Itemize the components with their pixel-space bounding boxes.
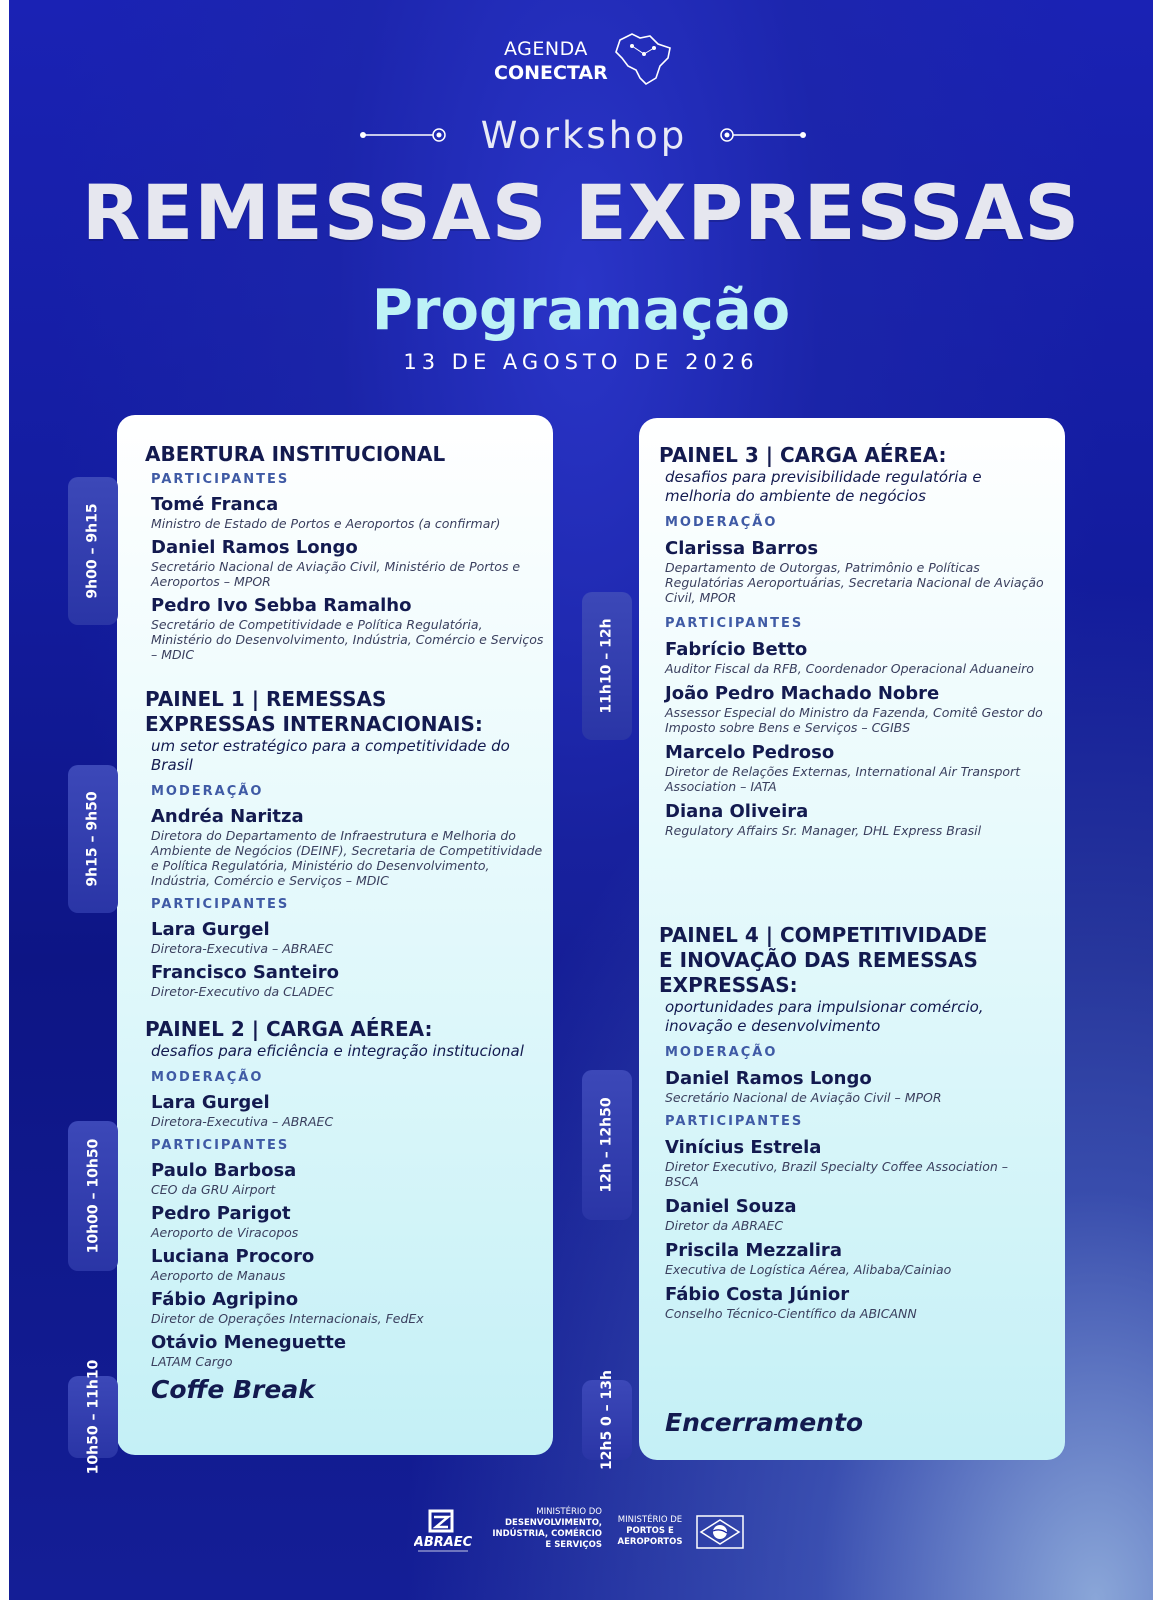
time-slot: [68, 765, 118, 913]
painel4-section: [659, 923, 1059, 1321]
time-label: 12h – 12h50: [599, 1097, 616, 1193]
speaker-role: Diretor-Executivo da CLADEC: [151, 984, 334, 999]
mdic-logo: [482, 1507, 602, 1551]
section-title: PAINEL 2 | CARGA AÉREA:: [145, 1017, 433, 1041]
speaker: [145, 1246, 545, 1283]
speaker: [659, 683, 1059, 735]
abraec-text: ABRAEC: [414, 1535, 472, 1550]
speaker-role: Diretor de Operações Internacionais, FedEx: [151, 1311, 424, 1326]
speaker-role: Diretor Executivo, Brazil Specialty Coffee Association – BSCA: [665, 1159, 1009, 1189]
speaker-name: João Pedro Machado Nobre: [665, 683, 940, 704]
mdic-line2: DESENVOLVIMENTO,: [505, 1518, 602, 1528]
speaker-role: Aeroporto de Manaus: [151, 1268, 286, 1283]
speaker-role: Diretor de Relações Externas, International Air Transport Association – IATA: [665, 764, 1021, 794]
speaker-role: Diretora-Executiva – ABRAEC: [151, 941, 334, 956]
speaker: [145, 494, 545, 531]
role-label: MODERAÇÃO: [665, 515, 778, 530]
program-title: Programação: [371, 278, 791, 343]
speaker-name: Lara Gurgel: [151, 1092, 270, 1113]
abraec-logo: [414, 1509, 472, 1555]
moderator: [145, 1092, 545, 1129]
speaker-role: Regulatory Affairs Sr. Manager, DHL Express Brasil: [665, 823, 982, 838]
moderator: [659, 1068, 1059, 1105]
section-title: PAINEL 1 | REMESSAS EXPRESSAS INTERNACIONAIS:: [145, 687, 483, 736]
right-decoration-icon: [717, 128, 807, 142]
schedule-card-right: [639, 418, 1065, 1460]
time-label: 10h00 – 10h50: [85, 1138, 101, 1254]
speaker-role: Diretor da ABRAEC: [665, 1218, 784, 1233]
section-title: PAINEL 4 | COMPETITIVIDADE E INOVAÇÃO DAS REMESSAS EXPRESSAS:: [659, 923, 988, 997]
section-title: PAINEL 3 | CARGA AÉREA:: [659, 443, 947, 467]
workshop-label: Workshop: [480, 114, 688, 157]
time-label: 10h50 – 11h10: [85, 1359, 101, 1475]
section-subtitle: um setor estratégico para a competitividade do Brasil: [151, 737, 510, 774]
speaker-name: Daniel Ramos Longo: [151, 537, 358, 558]
section-subtitle: oportunidades para impulsionar comércio, inovação e desenvolvimento: [665, 998, 984, 1035]
speaker: [145, 1332, 545, 1369]
speaker-role: CEO da GRU Airport: [151, 1182, 276, 1197]
schedule-card-left: [117, 415, 553, 1455]
time-label: 12h5 0 – 13h: [599, 1369, 616, 1471]
speaker: [145, 962, 545, 999]
role-label: PARTICIPANTES: [151, 1138, 290, 1153]
speaker-name: Tomé Franca: [151, 494, 279, 515]
speaker-name: Daniel Ramos Longo: [665, 1068, 872, 1089]
speaker-name: Andréa Naritza: [151, 806, 304, 827]
section-title: ABERTURA INSTITUCIONAL: [145, 442, 446, 466]
speaker: [659, 1240, 1059, 1277]
speaker-role: Diretora do Departamento de Infraestrutura e Melhoria do Ambiente de Negócios (DEINF), Secretaria de Competitividade e Política Regulatória, Ministério do Desenvolvimento, Indústria, Comércio e Serviços – MDIC: [151, 828, 543, 888]
speaker-name: Pedro Ivo Sebba Ramalho: [151, 595, 412, 616]
speaker-name: Otávio Meneguette: [151, 1332, 347, 1353]
time-slot: [68, 1359, 118, 1475]
section-subtitle: desafios para eficiência e integração institucional: [151, 1042, 524, 1060]
speaker-role: Secretário de Competitividade e Política Regulatória, Ministério do Desenvolvimento, Indústria, Comércio e Serviços – MDIC: [151, 617, 544, 662]
role-label: PARTICIPANTES: [665, 616, 804, 631]
sponsor-logos: [414, 1505, 759, 1560]
speaker-name: Pedro Parigot: [151, 1203, 291, 1224]
speaker-name: Vinícius Estrela: [665, 1137, 822, 1158]
painel3-section: [659, 443, 1059, 838]
brazil-flag-icon: [696, 1515, 744, 1549]
speaker-role: Secretário Nacional de Aviação Civil, Ministério de Portos e Aeroportos – MPOR: [151, 559, 521, 589]
role-label: MODERAÇÃO: [151, 784, 264, 799]
event-date: 13 DE AGOSTO DE 2026: [403, 350, 759, 374]
speaker-role: Auditor Fiscal da RFB, Coordenador Operacional Aduaneiro: [665, 661, 1034, 676]
speaker-name: Fábio Agripino: [151, 1289, 299, 1310]
time-slot: [582, 592, 632, 740]
time-slot: [582, 1369, 632, 1471]
coffee-break-label: Coffe Break: [151, 1375, 315, 1404]
speaker-role: Secretário Nacional de Aviação Civil – MPOR: [665, 1090, 942, 1105]
speaker-name: Luciana Procoro: [151, 1246, 315, 1267]
section-subtitle: desafios para previsibilidade regulatória e melhoria do ambiente de negócios: [665, 468, 982, 505]
speaker: [145, 1160, 545, 1197]
mdic-line3: INDÚSTRIA, COMÉRCIO: [492, 1529, 602, 1539]
speaker-name: Marcelo Pedroso: [665, 742, 835, 763]
speaker: [659, 1284, 1059, 1321]
role-label: PARTICIPANTES: [151, 897, 290, 912]
poster: [9, 0, 1153, 1600]
speaker-role: Executiva de Logística Aérea, Alibaba/Cainiao: [665, 1262, 952, 1277]
time-label: 9h00 – 9h15: [85, 503, 102, 599]
mpor-line3: AEROPORTOS: [617, 1537, 683, 1547]
speaker-name: Francisco Santeiro: [151, 962, 339, 983]
speaker-name: Fabrício Betto: [665, 639, 808, 660]
painel2-section: [145, 1017, 545, 1369]
speaker-name: Clarissa Barros: [665, 538, 819, 559]
speaker-role: Aeroporto de Viracopos: [151, 1225, 299, 1240]
speaker-name: Diana Oliveira: [665, 801, 809, 822]
speaker-role: Ministro de Estado de Portos e Aeroportos (a confirmar): [151, 516, 501, 531]
mdic-line1: MINISTÉRIO DO: [536, 1507, 602, 1517]
speaker-role: Diretora-Executiva – ABRAEC: [151, 1114, 334, 1129]
abertura-section: [145, 442, 545, 662]
moderator: [145, 806, 545, 888]
speaker: [659, 639, 1059, 676]
speaker-name: Fábio Costa Júnior: [665, 1284, 850, 1305]
moderator: [659, 538, 1059, 605]
time-slot: [68, 1121, 118, 1271]
speaker-role: Assessor Especial do Ministro da Fazenda, Comitê Gestor do Imposto sobre Bens e Serviços – CGIBS: [665, 705, 1043, 735]
time-label: 11h10 – 12h: [599, 618, 616, 714]
speaker-name: Priscila Mezzalira: [665, 1240, 842, 1261]
speaker: [145, 919, 545, 956]
logo-line1: AGENDA: [504, 38, 588, 60]
role-label: PARTICIPANTES: [665, 1114, 804, 1129]
mdic-line4: E SERVIÇOS: [545, 1540, 602, 1550]
speaker-name: Lara Gurgel: [151, 919, 270, 940]
speaker-name: Daniel Souza: [665, 1196, 797, 1217]
time-slot: [582, 1070, 632, 1220]
mpor-line2: PORTOS E: [626, 1526, 674, 1536]
brazil-map-icon: [610, 28, 674, 88]
time-slot: [68, 477, 118, 625]
role-label: MODERAÇÃO: [665, 1045, 778, 1060]
speaker: [659, 1196, 1059, 1233]
logo-line2: CONECTAR: [494, 62, 608, 84]
mpor-logo: [610, 1515, 690, 1548]
speaker: [145, 1203, 545, 1240]
agenda-conectar-logo: [494, 28, 674, 88]
speaker: [145, 595, 545, 662]
workshop-row: [359, 112, 809, 162]
mpor-line1: MINISTÉRIO DE: [617, 1515, 683, 1525]
time-label: 9h15 – 9h50: [85, 791, 102, 887]
role-label: PARTICIPANTES: [151, 472, 290, 487]
painel1-section: [145, 687, 545, 999]
role-label: MODERAÇÃO: [151, 1070, 264, 1085]
speaker: [145, 1289, 545, 1326]
speaker: [659, 742, 1059, 794]
speaker-name: Paulo Barbosa: [151, 1160, 297, 1181]
speaker-role: Departamento de Outorgas, Patrimônio e Políticas Regulatórias Aeroportuárias, Secretaria Nacional de Aviação Civil, MPOR: [665, 560, 1044, 605]
speaker-role: Conselho Técnico-Científico da ABICANN: [665, 1306, 917, 1321]
main-title: REMESSAS EXPRESSAS: [81, 168, 1081, 257]
closing-label: Encerramento: [665, 1408, 864, 1437]
speaker: [659, 1137, 1059, 1189]
speaker-role: LATAM Cargo: [151, 1354, 233, 1369]
speaker: [145, 537, 545, 589]
speaker: [659, 801, 1059, 838]
